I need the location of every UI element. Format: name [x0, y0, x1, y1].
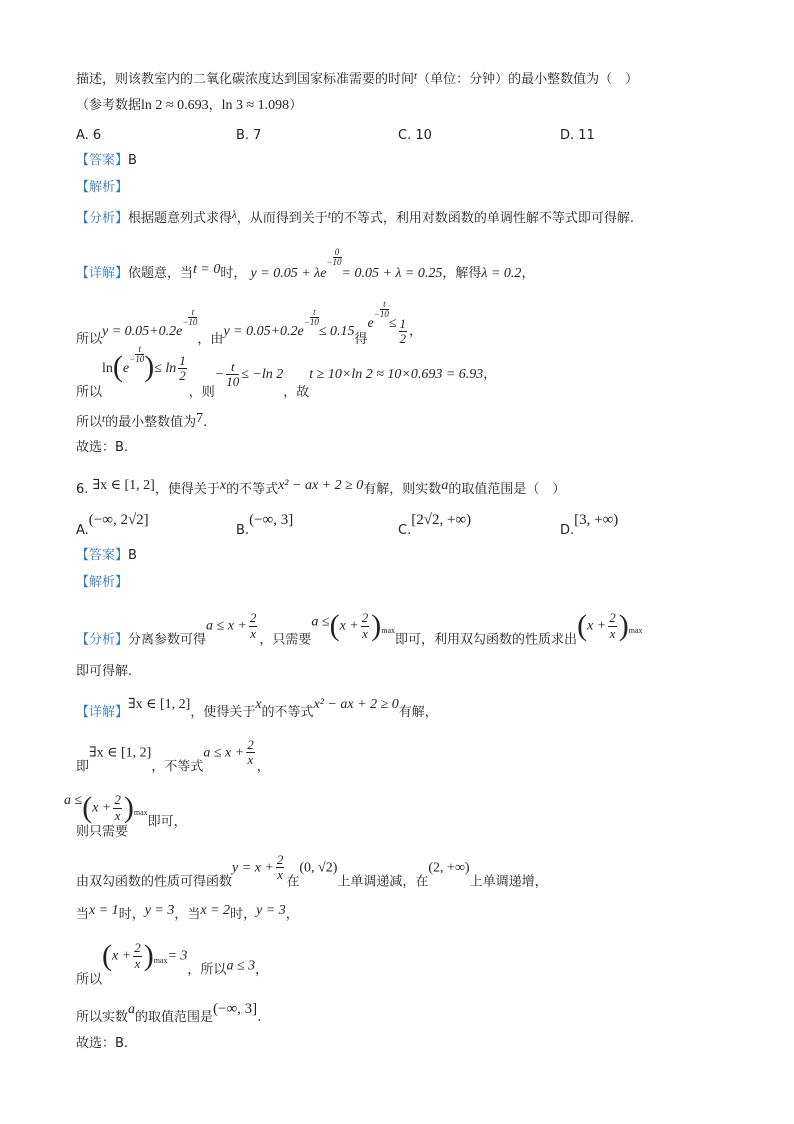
- ji-text-1: ，不等式: [151, 759, 204, 775]
- q6-option-d: [560, 512, 618, 538]
- so2-end: ，: [483, 367, 497, 382]
- xj-text-3: 有解，: [398, 705, 438, 720]
- so3-a: 所以: [76, 415, 103, 430]
- q6-fenxi-end: 即可得解.: [76, 664, 133, 679]
- eq-ineq-2: x² − ax + 2 ≥ 0: [313, 697, 399, 712]
- eq-y-fn: y = x +: [232, 860, 274, 876]
- q6-stem-line: [76, 478, 565, 498]
- dang1-shi: 时，: [118, 907, 145, 922]
- opt-b-value: (−∞, 3]: [249, 512, 294, 528]
- by-inc: 上单调递增，: [469, 874, 548, 890]
- eq-t-result: t ≥ 10×ln 2 ≈ 10×0.693 = 6.93: [309, 367, 484, 382]
- q6-choose: 故选：B.: [76, 1036, 129, 1051]
- eq-exists-3: ∃x ∈ [1, 2]: [89, 745, 152, 761]
- by-zai: 在: [286, 874, 300, 890]
- range-end: .: [257, 1010, 262, 1025]
- lambda-symbol: λ: [232, 209, 237, 221]
- frac-2-over-x: $\frac{2}{x}$: [249, 610, 257, 641]
- range-value: (−∞, 3]: [213, 1001, 258, 1017]
- frac-t-over-10: $\frac{t}{10}$: [226, 358, 240, 389]
- by-text: 由双勾函数的性质可得函数: [76, 874, 233, 890]
- q6-option-b: [236, 512, 293, 538]
- var-t: t: [414, 70, 418, 82]
- exp-t-over-10-3: − t 10: [373, 299, 389, 319]
- eq-ln: ln: [102, 361, 113, 376]
- opt-c-label: C.: [398, 523, 412, 538]
- eq-e-2: e: [122, 361, 130, 376]
- answer-value: B: [128, 548, 137, 563]
- var-a: a: [128, 1002, 136, 1017]
- eq-x-plus-3: x +: [92, 800, 112, 816]
- xj-text-2: 时，: [220, 266, 247, 281]
- so1-end: ，: [409, 324, 423, 339]
- eq-a-le-2: a ≤: [64, 792, 83, 808]
- q5-analysis-tag: 【解析】: [76, 180, 129, 195]
- q5-xiangjie-line: [76, 248, 534, 283]
- so1-de: 得: [354, 332, 368, 347]
- xiangjie-tag: 【详解】: [76, 705, 129, 720]
- so2-ze: ，则: [188, 385, 215, 400]
- q6-option-c: [398, 512, 471, 538]
- var-x: x: [219, 478, 227, 493]
- var-a: a: [441, 478, 449, 493]
- q5-stem-tail: （单位：分钟）的最小整数值为（ ）: [417, 72, 639, 87]
- fenxi-text-3: 的不等式，利用对数函数的单调性解不等式即可得解.: [330, 211, 635, 226]
- max-subscript-3: max: [133, 808, 148, 818]
- q6-dang-line: [76, 903, 299, 923]
- fx-text-2: ，只需要: [259, 632, 312, 648]
- q5-reference-data: （参考数据ln 2 ≈ 0.693，ln 3 ≈ 1.098）: [76, 98, 303, 113]
- var-t: t: [327, 209, 331, 221]
- answer-tag: 【答案】: [76, 548, 129, 563]
- xj-text-4: ，: [521, 266, 535, 281]
- q6-analysis-tag: 【解析】: [76, 575, 129, 590]
- xj-text-2: 的不等式: [261, 705, 314, 720]
- eq-y-func-2: y = 0.05+0.2e: [223, 324, 304, 339]
- frac-one-half: $\frac{1}{2}$: [399, 315, 407, 346]
- eq-y2: y = 3: [256, 903, 286, 918]
- interval-2: (2, +∞): [428, 860, 470, 876]
- range-b: 的取值范围是: [135, 1010, 214, 1025]
- q5-so1-line: 所以$y = 0.05+0.2e^{- \frac{t}{10}}$ ，由$y = 0.05+0.2e^{- \frac{t}{10}}$ ≤ 0.15得$e^{- \frac{t}{10}}$ ≤ $\frac{1}{2}$ ，: [76, 299, 423, 347]
- so2-gu: ，故: [283, 385, 310, 400]
- fenxi-tag: 【分析】: [76, 632, 129, 648]
- frac-2-over-x-4: $\frac{2}{x}$: [247, 737, 254, 768]
- fenxi-tag: 【分析】: [76, 211, 129, 226]
- exp-num: 0: [333, 248, 342, 258]
- interval-1: (0, √2): [299, 860, 338, 876]
- ji-end: ，: [256, 759, 270, 775]
- eq-lambda-value: λ = 0.2: [481, 266, 522, 281]
- exp-fraction: − 0 10: [326, 247, 342, 267]
- eq-t0: t = 0: [193, 262, 221, 277]
- ji-text: 即: [76, 759, 90, 775]
- range-a: 所以实数: [76, 1010, 129, 1025]
- xj-text-3: ，解得: [442, 266, 482, 281]
- dang1: 当: [76, 907, 90, 922]
- eq-x2: x = 2: [200, 903, 231, 918]
- q5-fenxi: [76, 209, 634, 227]
- q6-zhi-line: 则只需要a ≤(x + $\frac{2}{x}$ )$_{max}$即可，: [64, 791, 187, 840]
- zhi-end: 即可，: [147, 814, 187, 830]
- eq-y-func: y = 0.05+0.2e: [102, 324, 183, 339]
- q5-answer: [76, 153, 137, 169]
- max-subscript: max: [381, 626, 396, 636]
- dang2: ，当: [174, 907, 201, 922]
- eq-x-plus-2: x +: [587, 618, 607, 634]
- frac-one-half-2: $\frac{1}{2}$: [179, 352, 186, 383]
- fenxi-text-2: ，从而得到关于: [236, 211, 328, 226]
- eq-result: = 0.05 + λ = 0.25: [341, 266, 443, 281]
- q5-so2-line: 所以$\ln(e^{- \frac{t}{10}}$ )≤ ln $\frac{1}{2}$ ，则− $\frac{t}{10}$ ≤ −ln 2，故t ≥ 10×ln 2 ≈ 10×0.693 = 6.93，: [76, 344, 497, 400]
- eq-x1: x = 1: [89, 903, 119, 918]
- so1-mid: ，由: [197, 332, 224, 347]
- answer-tag: 【答案】: [76, 153, 129, 168]
- eq-a-le-x: a ≤ x +: [206, 618, 247, 634]
- so3-end: .: [203, 415, 208, 430]
- q5-choose: 故选：B.: [76, 440, 129, 455]
- ref-ln3: ln 3 ≈ 1.098: [221, 98, 290, 113]
- exp-t-over-10-4: − t 10: [129, 344, 145, 364]
- so3-b: 的最小整数值为: [105, 415, 197, 430]
- so-a: 所以: [76, 972, 103, 988]
- q5-option-b: B. 7: [236, 128, 262, 143]
- eq-y-lambda: y = 0.05 + λe: [250, 266, 327, 281]
- xj-text-1: 依题意，当: [128, 266, 194, 281]
- eq-le-015: ≤ 0.15: [318, 324, 355, 339]
- xiangjie-tag: 【详解】: [76, 266, 129, 281]
- eq-le-ln: ≤ ln: [154, 361, 177, 376]
- q6-ji-line: [76, 738, 270, 775]
- eq-ineq: x² − ax + 2 ≥ 0: [278, 478, 364, 493]
- q6-by-line: [76, 853, 548, 890]
- fx-text-3: 即可，利用双勾函数的性质求出: [395, 632, 578, 648]
- dang2-shi: 时，: [230, 907, 257, 922]
- answer-value: B: [128, 153, 137, 168]
- q5-so3-line: [76, 411, 207, 431]
- frac-2-over-x-3: $\frac{2}{x}$: [609, 610, 616, 641]
- q5-stem-line: [76, 70, 638, 88]
- q6-range-line: [76, 1000, 261, 1026]
- fx-text-1: 分离参数可得: [128, 632, 207, 648]
- eq-exists-2: ∃x ∈ [1, 2]: [128, 697, 191, 712]
- so1-text: 所以: [76, 332, 103, 347]
- q5-stem-text: 描述，则该教室内的二氧化碳浓度达到国家标准需要的时间: [76, 72, 415, 87]
- so-b: ，所以: [187, 962, 227, 978]
- xj-text-1: ，使得关于: [190, 705, 256, 720]
- q6-xiangjie-line: [76, 697, 438, 721]
- ref-prefix: （参考数据: [76, 98, 142, 113]
- frac-2-over-x-7: $\frac{2}{x}$: [134, 940, 141, 971]
- eq-a-le-x-2: a ≤ x +: [203, 745, 245, 761]
- exp-den: 10: [332, 257, 342, 267]
- q6-s3: 有解，则实数: [363, 482, 442, 497]
- fenxi-text-1: 根据题意列式求得: [128, 211, 233, 226]
- dang2-end: ，: [285, 907, 299, 922]
- by-dec: 上单调递减，在: [337, 874, 429, 890]
- eq-a-le-3: a ≤ 3: [226, 958, 256, 974]
- opt-b-label: B.: [236, 523, 250, 538]
- q6-answer: [76, 548, 137, 564]
- q6-number: 6.: [76, 482, 89, 497]
- opt-a-label: A.: [76, 523, 89, 538]
- q6-s4: 的取值范围是（ ）: [448, 482, 566, 497]
- so-d: ，: [255, 962, 269, 978]
- q6-s1: ，使得关于: [154, 482, 220, 497]
- opt-a-value: (−∞, 2√2]: [88, 512, 149, 528]
- eq-minus: −: [214, 367, 225, 382]
- q5-option-d: D. 11: [560, 128, 595, 143]
- q6-option-a: [76, 512, 149, 538]
- eq-x-plus-4: x +: [112, 948, 132, 964]
- q5-option-a: A. 6: [76, 128, 102, 143]
- eq-y1: y = 3: [144, 903, 175, 918]
- opt-d-label: D.: [560, 523, 575, 538]
- var-x: x: [255, 697, 262, 712]
- q6-s2: 的不等式: [226, 482, 279, 497]
- q6-fenxi-line: 【分析】分离参数可得a ≤ x + $\frac{2}{x}$ ，只需要a ≤(x + $\frac{2}{x}$ )$_{max}$即可，利用双勾函数的性质求出(x + $\frac{2}{x}$ )$_{max}$: [76, 609, 643, 648]
- q6-so-line: 所以(x + $\frac{2}{x}$ )$_{max}= 3$，所以a ≤ 3，: [76, 939, 269, 988]
- exp-t-over-10-2: − t 10: [303, 307, 319, 327]
- ref-ln2: ln 2 ≈ 0.693: [141, 98, 209, 113]
- so2-text: 所以: [76, 385, 103, 400]
- eq-a-le: a ≤: [311, 614, 330, 630]
- eq-rhs: ≤ −ln 2: [241, 367, 284, 382]
- q5-option-c: C. 10: [398, 128, 432, 143]
- max-subscript-2: max: [628, 626, 643, 636]
- min-value: 7: [196, 411, 204, 426]
- eq-e: e: [367, 316, 374, 331]
- eq-x-plus: x +: [339, 618, 359, 634]
- ref-suffix: ）: [289, 98, 303, 113]
- max-subscript-4: max: [153, 956, 168, 966]
- opt-c-value: [2√2, +∞): [411, 512, 472, 528]
- var-t: t: [102, 413, 106, 425]
- opt-d-value: [3, +∞): [574, 512, 619, 528]
- eq-equals-3: = 3: [167, 948, 188, 964]
- zhi-text: 则只需要: [76, 824, 129, 840]
- exp-t-over-10: − t 10: [182, 307, 198, 327]
- frac-2-over-x-2: $\frac{2}{x}$: [361, 610, 369, 641]
- frac-2-over-x-6: $\frac{2}{x}$: [276, 852, 284, 883]
- eq-exists: ∃x ∈ [1, 2]: [92, 478, 155, 493]
- frac-2-over-x-5: $\frac{2}{x}$: [114, 792, 121, 823]
